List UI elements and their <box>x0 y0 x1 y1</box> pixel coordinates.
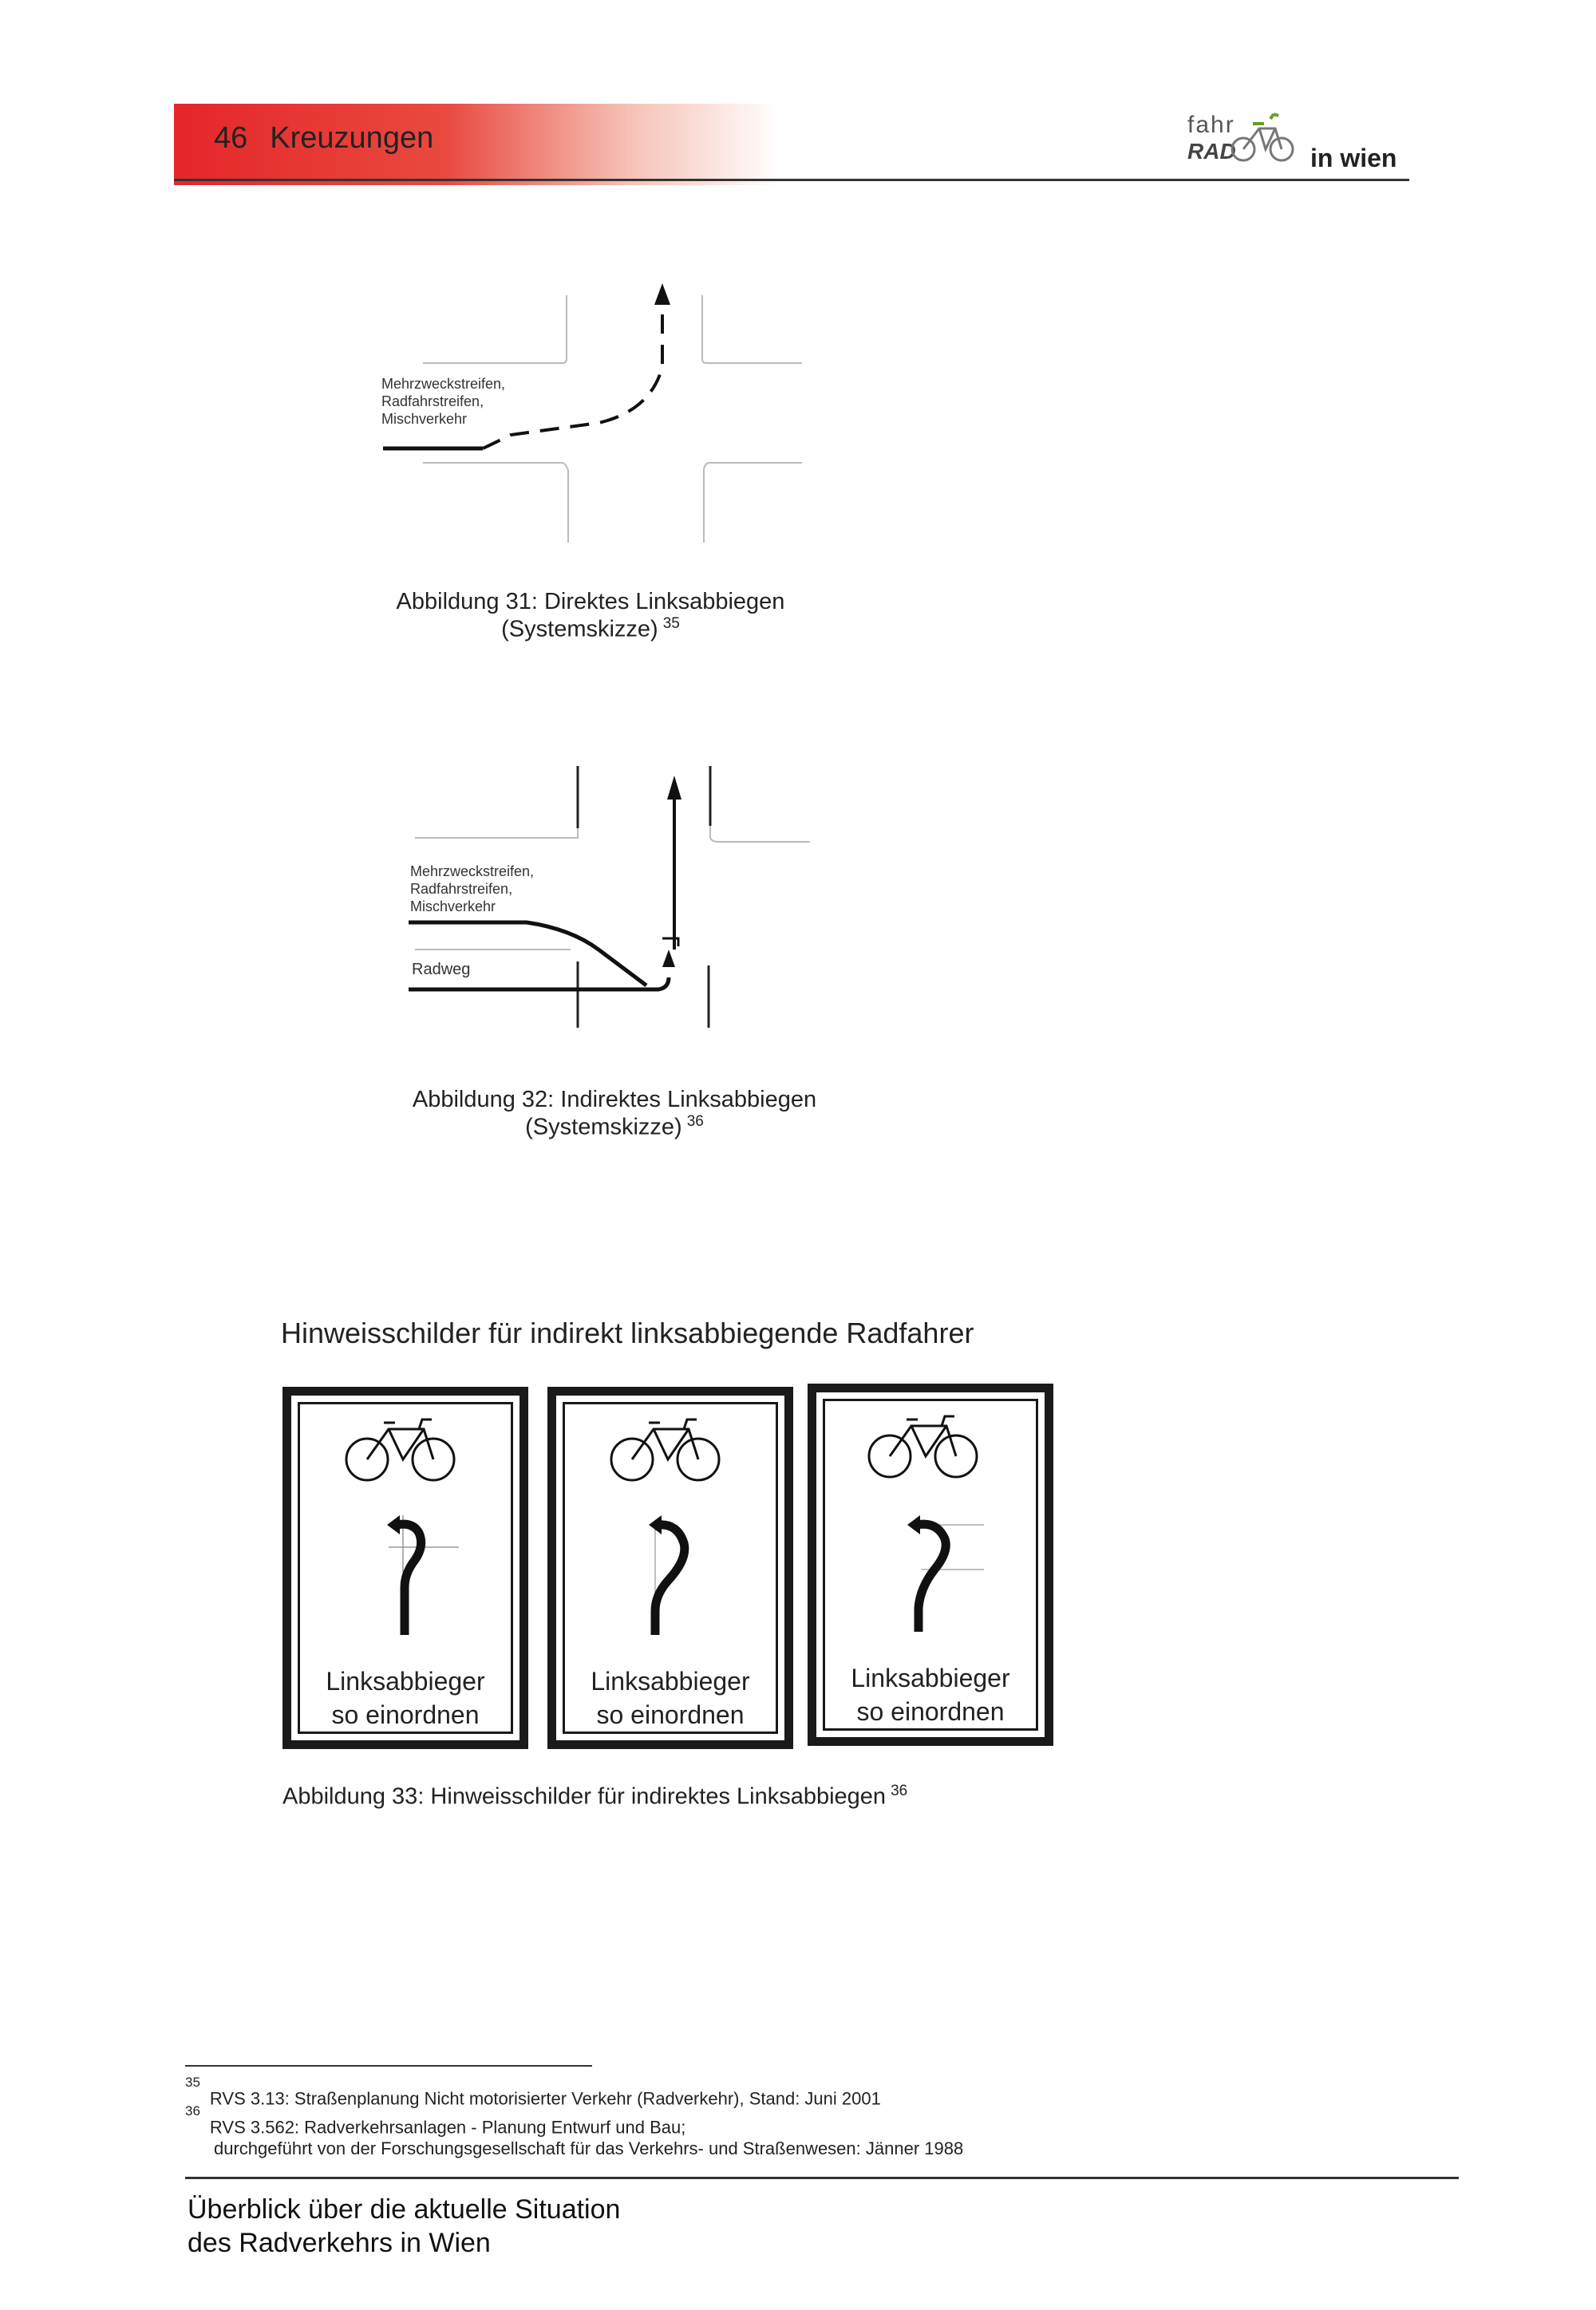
bicycle-icon <box>611 1420 719 1480</box>
page-number: 46 <box>214 121 248 155</box>
footnote-36-continued: durchgeführt von der Forschungsgesellschaft für das Verkehrs- und Straßenwesen: Jänner 1988 <box>214 2138 964 2158</box>
sign-1-line1: Linksabbieger <box>326 1667 485 1696</box>
caption-line: Abbildung 33: Hinweisschilder für indirektes Linksabbiegen <box>282 1783 887 1810</box>
sign-3-line2: so einordnen <box>856 1697 1005 1726</box>
label-line: Mehrzweckstreifen, <box>410 863 535 879</box>
footer-line-1: Überblick über die aktuelle Situation <box>188 2194 621 2225</box>
label-line: Mischverkehr <box>410 898 496 914</box>
sign-3 <box>808 1384 1053 1746</box>
sign-2-line2: so einordnen <box>596 1700 745 1729</box>
footnote-ref: 36 <box>686 1113 704 1130</box>
turn-path <box>483 311 662 448</box>
arrow-head <box>667 776 681 800</box>
bicycle-icon <box>869 1416 977 1477</box>
logo-text-in-wien: in wien <box>1310 144 1397 172</box>
caption-line: (Systemskizze) <box>501 616 658 642</box>
logo-bicycle-icon <box>1221 108 1301 172</box>
footnote-text: RVS 3.562: Radverkehrsanlagen - Planung Entwurf und Bau; <box>209 2117 686 2138</box>
footnote-36 <box>185 2103 686 2138</box>
turn-arrow-icon <box>917 1524 946 1632</box>
turn-arrow-icon <box>655 1525 685 1635</box>
sign-1 <box>282 1387 528 1749</box>
footnote-text: RVS 3.13: Straßenplanung Nicht motorisierter Verkehr (Radverkehr), Stand: Juni 2001 <box>209 2088 881 2109</box>
sign-2 <box>547 1387 793 1749</box>
label-line: Radfahrstreifen, <box>410 881 513 897</box>
header-rule <box>174 179 1409 181</box>
guide-lines <box>922 1525 984 1570</box>
figure-32-caption <box>375 1087 854 1141</box>
sign-2-line1: Linksabbieger <box>591 1667 750 1696</box>
label-line: Radfahrstreifen, <box>381 393 484 409</box>
radweg-path <box>409 977 669 989</box>
footnote-ref: 36 <box>891 1783 908 1799</box>
figure-31-label <box>381 375 505 428</box>
turn-arrow-icon <box>397 1524 421 1635</box>
arrow-head <box>654 283 670 305</box>
figure-33-caption <box>282 1783 907 1810</box>
signs-title: Hinweisschilder für indirekt linksabbiegende Radfahrer <box>281 1317 974 1349</box>
footnote-number: 35 <box>185 2075 200 2090</box>
figure-31-caption <box>375 589 806 643</box>
radweg-label: Radweg <box>412 961 471 978</box>
sign-3-line1: Linksabbieger <box>851 1664 1010 1692</box>
logo-text-rad: RAD <box>1187 139 1236 164</box>
sign-1-line2: so einordnen <box>331 1700 480 1729</box>
caption-line: (Systemskizze) <box>525 1114 682 1140</box>
footnote-number: 36 <box>185 2103 200 2118</box>
caption-line: Abbildung 32: Indirektes Linksabbiegen <box>412 1087 817 1112</box>
label-line: Mehrzweckstreifen, <box>381 376 506 392</box>
footer-line-2: des Radverkehrs in Wien <box>188 2228 491 2258</box>
logo-text-fahr: fahr <box>1187 112 1235 138</box>
bicycle-icon <box>346 1420 454 1480</box>
footnote-rule <box>185 2065 592 2067</box>
footnote-35 <box>185 2075 881 2109</box>
footer-rule <box>185 2177 1459 2179</box>
figure-32-label <box>410 863 534 915</box>
caption-line: Abbildung 31: Direktes Linksabbiegen <box>396 589 785 614</box>
footnote-ref: 35 <box>662 615 680 632</box>
label-line: Mischverkehr <box>381 411 468 427</box>
page-header <box>214 121 433 156</box>
section-title: Kreuzungen <box>270 121 434 155</box>
